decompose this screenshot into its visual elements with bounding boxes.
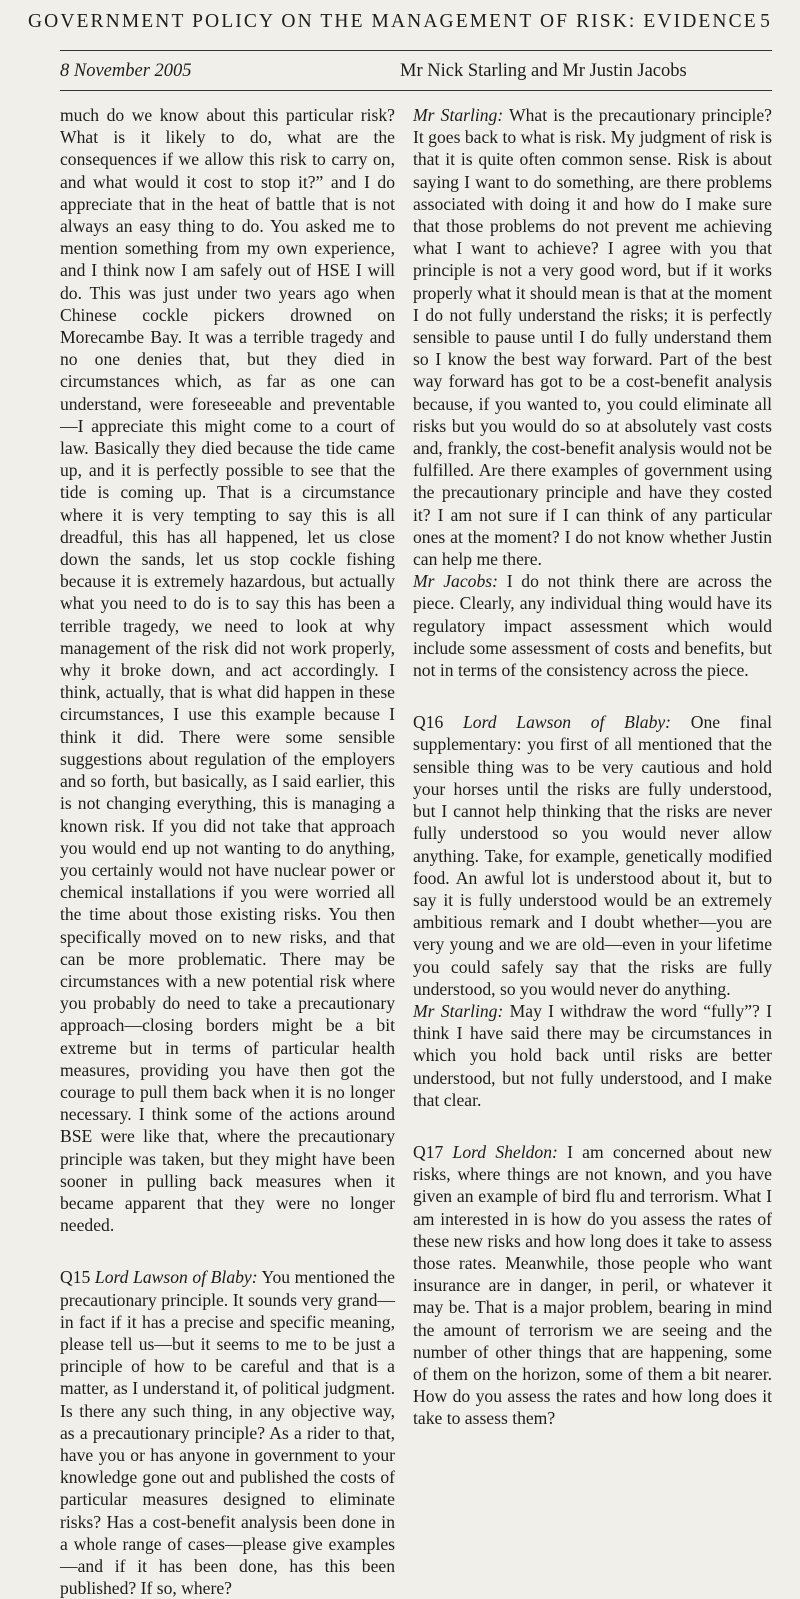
question-number: Q16 [413, 712, 444, 733]
question-number: Q17 [413, 1141, 444, 1162]
speaker-name: Lord Lawson of Blaby: [94, 1267, 258, 1288]
answer-text: I do not think there are across the piece. Clearly, any individual thing would have its regulatory impact assessment which would include some assessment of costs and benefits, but not in terms of the consistency across the piece. [413, 571, 772, 681]
question-text: I am concerned about new risks, where things are not known, and you have given an example of bird flu and terrorism. What I am interested in is how do you assess the rates of these new risks and how long does it take to assess those rates. Meanwhile, those people who want insurance are in danger, in peril, or whatever it may be. That is a major problem, bearing in mind the amount of terrorism we are seeing and the number of other things that are happening, some of them on the horizon, some of them a bit nearer. How do you assess the rates and how long does it take to assess them? [413, 1141, 772, 1429]
speaker-name: Lord Lawson of Blaby: [463, 712, 672, 733]
header-rule-top [60, 50, 772, 51]
left-column [60, 104, 395, 1599]
answer-jacobs-1 [413, 570, 772, 681]
running-title: GOVERNMENT POLICY ON THE MANAGEMENT OF RISK: EVIDENCE [28, 11, 758, 32]
answer-text: What is the precautionary principle? It goes back to what is risk. My judgment of risk is that it is quite often common sense. Risk is about saying I want to do something, are there problems associated with doing it and how do I make sure that those problems do not prevent me achieving what I want to achieve? I agree with you that principle is not a very good word, but if it works properly what it should mean is that at the moment I do not fully understand the risks; it is perfectly sensible to pause until I do fully understand them so I know the best way forward. Part of the best way forward has got to be a cost-benefit analysis because, if you wanted to, you could eliminate all risks but you would do so at absolutely vast costs and, frankly, the cost-benefit analysis would not be fulfilled. Are there examples of government using the precautionary principle and have they costed it? I am not sure if I can think of any particular ones at the moment? I do not know whether Justin can help me there. [413, 105, 772, 570]
page-number: 5 [760, 11, 772, 32]
question-text: One final supplementary: you first of all mentioned that the sensible thing was to be very cautious and hold your horses until the risks are fully understood, but I cannot help thinking that the risks are never fully understood so you would never allow anything. Take, for example, genetically modified food. An awful lot is understood about it, but to say it is fully understood would be an extremely ambitious remark and I doubt whether—you are very young and we are old—even in your lifetime you could safely say that the risks are fully understood, so you would never do anything. [413, 712, 772, 999]
speaker-name: Mr Starling: [413, 1000, 504, 1021]
header-rule-bottom [60, 90, 772, 91]
question-q17 [413, 1141, 772, 1430]
answer-text: May I withdraw the word “fully”? I think I have said there may be circumstances in which you hold back until risks are better understood, but not fully understood, and I make that clear. [413, 1000, 772, 1110]
session-date: 8 November 2005 [60, 61, 192, 81]
question-q15 [60, 1266, 395, 1599]
question-q16 [413, 711, 772, 1000]
witness-names: Mr Nick Starling and Mr Justin Jacobs [400, 61, 687, 81]
speaker-name: Mr Jacobs: [413, 571, 498, 592]
answer-continued: much do we know about this particular risk? What is it likely to do, what are the consequences if we allow this risk to carry on, and what would it cost to stop it?” and I do appreciate that in the heat of battle that is not always an easy thing to do. You asked me to mention something from my own experience, and I think now I am safely out of HSE I will do. This was just under two years ago when Chinese cockle pickers drowned on Morecambe Bay. It was a terrible tragedy and no one denies that, but they died in circumstances which, as far as one can understand, were foreseeable and preventable—I appreciate this might come to a court of law. Basically they died because the tide came up, and it is perfectly possible to see that the tide is coming up. That is a circumstance where it is very tempting to say this is all dreadful, this has all happened, let us close down the sands, let us stop cockle fishing because it is extremely hazardous, but actually what you need to do is to say this has been a terrible tragedy, we need to look at why management of the risk did not work properly, why it broke down, and act accordingly. I think, actually, that is what did happen in these circumstances, I use this example because I think it did. There were some sensible suggestions about regulation of the employers and so forth, but basically, as I said earlier, this is not changing everything, this is managing a known risk. If you did not take that approach you would end up not wanting to do anything, you certainly would not have nuclear power or chemical installations if you were worried all the time about those existing risks. You then specifically moved on to new risks, and that can be more problematic. There may be circumstances with a new potential risk where you probably do need to take a precautionary approach—closing borders might be a bit extreme but in terms of particular health measures, providing you have then got the courage to pull them back when it is no longer necessary. I think some of the actions around BSE were like that, where the precautionary principle was taken, but they might have been sooner in pulling back measures when it became apparent that they were no longer needed. [60, 105, 395, 1236]
speaker-name: Mr Starling: [413, 105, 504, 125]
speaker-name: Lord Sheldon: [452, 1141, 558, 1162]
question-number: Q15 [60, 1267, 91, 1288]
answer-starling-2 [413, 1000, 772, 1111]
session-meta [60, 58, 772, 84]
right-column [413, 104, 772, 1430]
running-header [28, 4, 772, 40]
answer-starling-1 [413, 104, 772, 570]
question-text: You mentioned the precautionary principle. It sounds very grand—in fact if it has a precise and specific meaning, please tell us—but it seems to me to be just a principle of how to be careful and that is a matter, as I understand it, of political judgment. Is there any such thing, in any objective way, as a precautionary principle? As a rider to that, have you or has anyone in government to your knowledge gone out and published the costs of particular measures designed to eliminate risks? Has a cost-benefit analysis been done in a whole range of cases—please give examples—and if it has been done, has this been published? If so, where? [60, 1267, 395, 1599]
